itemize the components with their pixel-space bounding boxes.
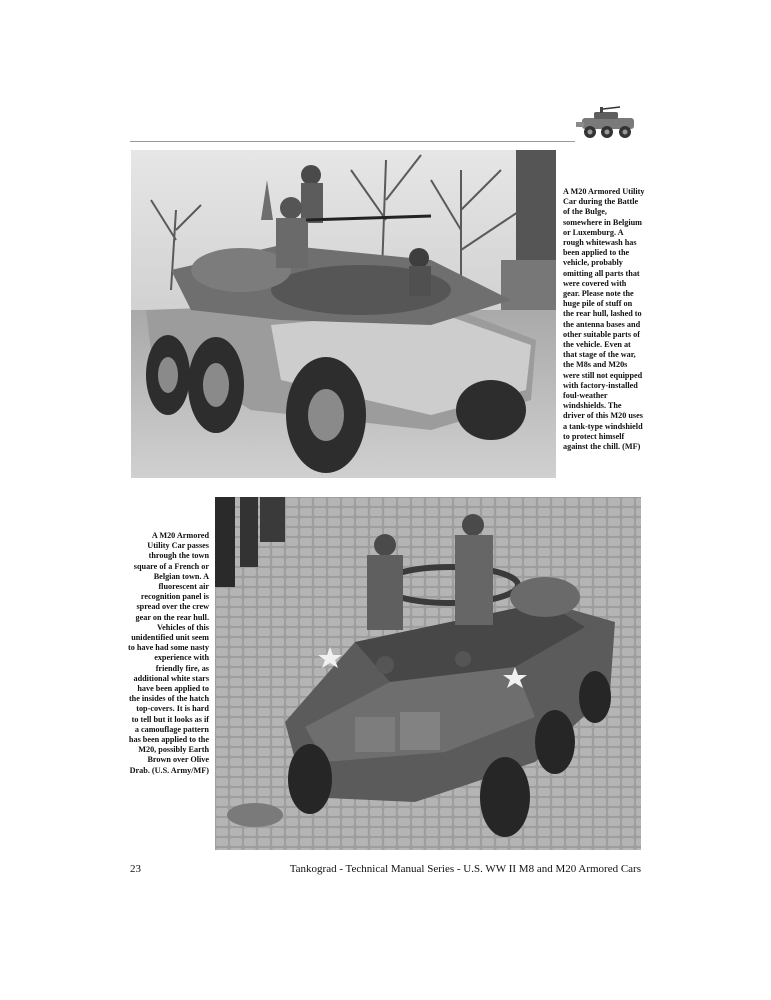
header-rule xyxy=(130,141,575,142)
photo-m20-winter xyxy=(131,150,556,478)
caption-top-photo: A M20 Armored Utility Car during the Battle of the Bulge, somewhere in Belgium or Luxemburg. A rough whitewash has been applied to the vehicle, probably omitting all parts that were covered with gear. Please note the huge pile of stuff on the rear hull, lashed to the antenna bases and other suitable parts of the vehicle. Even at that stage of the war, the M8s and M20s were still not equipped with factory-installed foul-weather windshields. The driver of this M20 uses a tank-type windshield to protect himself against the chill. (MF) xyxy=(563,187,645,452)
page-number: 23 xyxy=(130,863,141,875)
caption-bottom-photo: A M20 Armored Utility Car passes through the town square of a French or Belgian town. A fluorescent air recognition panel is spread over the crew gear on the rear hull. Vehicles of this unidentified unit seem to have had some nasty experience with friendly fire, as additional white stars have been applied to the insides of the hatch top-covers. It is hard to tell but it looks as if a camouflage pattern has been applied to the M20, possibly Earth Brown over Olive Drab. (U.S. Army/MF) xyxy=(128,531,209,775)
footer-title: Tankograd - Technical Manual Series - U.S. WW II M8 and M20 Armored Cars xyxy=(289,863,641,875)
photo-m20-town-square xyxy=(215,497,641,850)
armored-car-logo-icon xyxy=(574,103,642,141)
